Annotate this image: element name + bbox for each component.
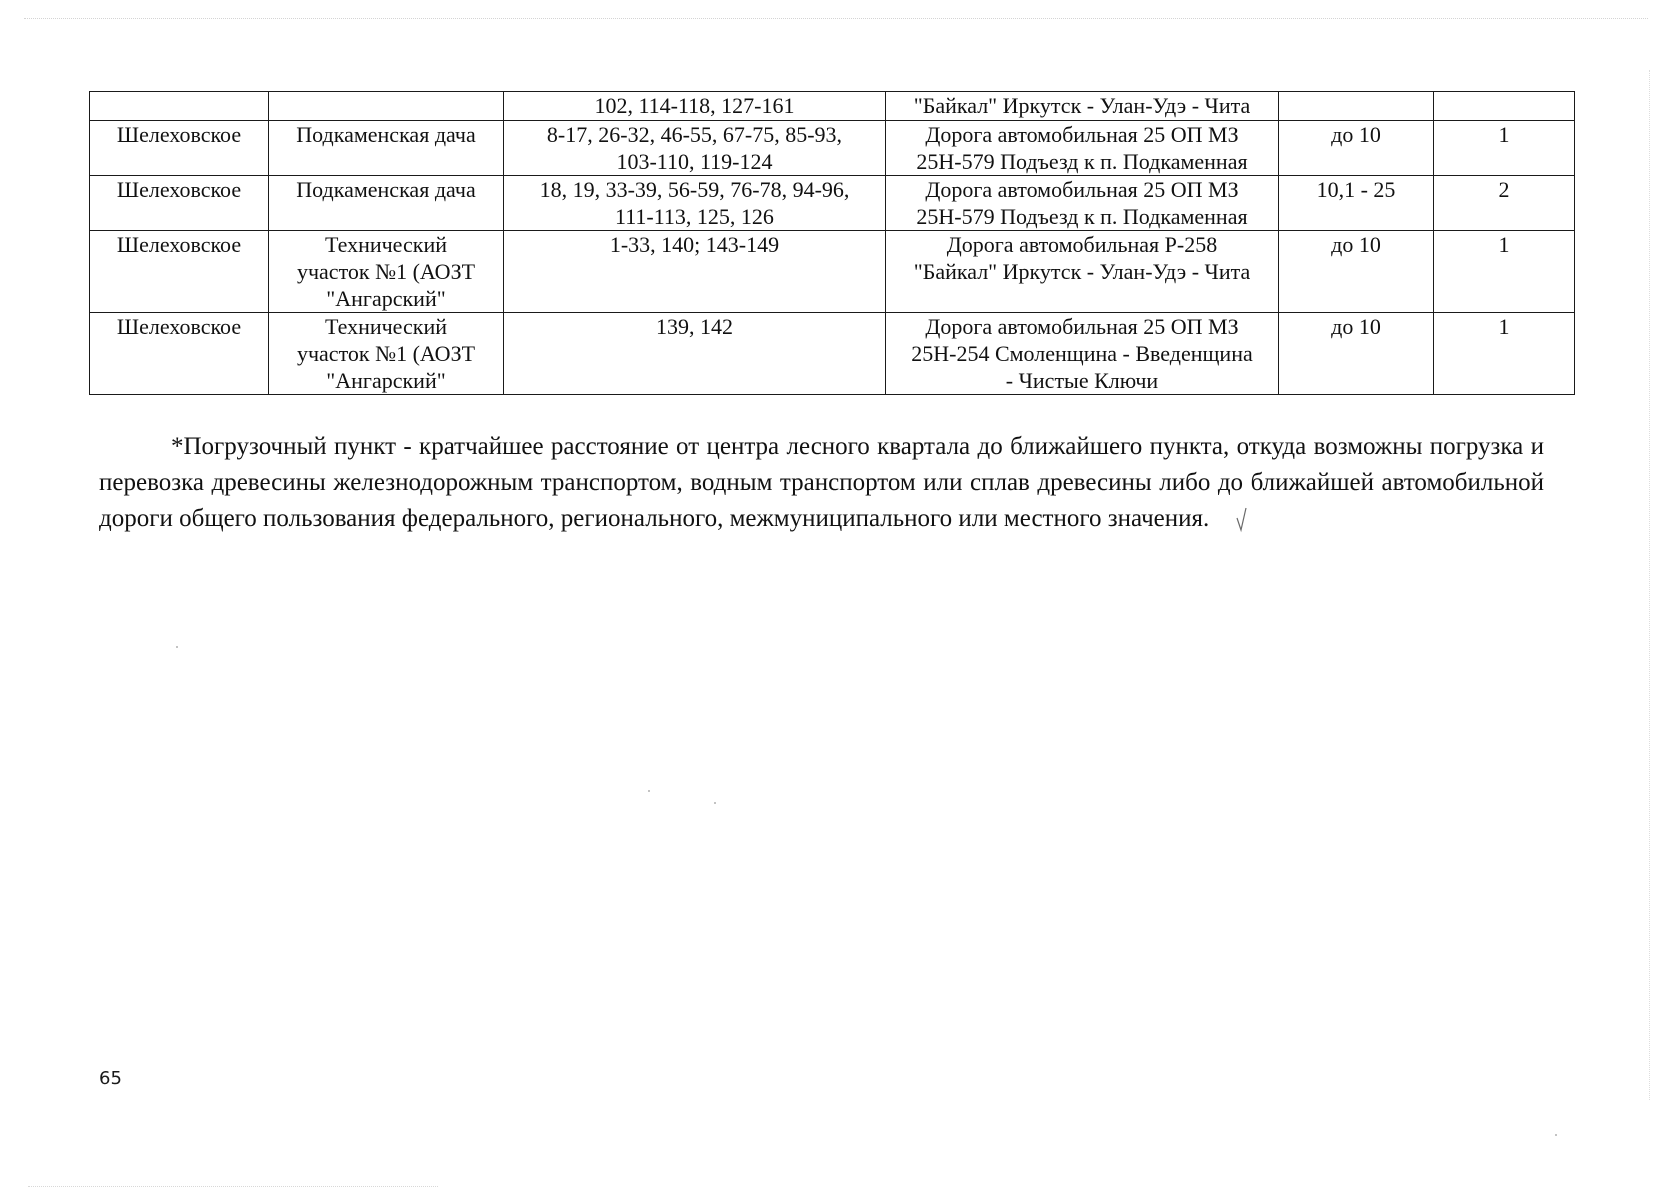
cell-forestry: Шелеховское bbox=[90, 313, 269, 395]
cell-quarters: 102, 114-118, 127-161 bbox=[504, 92, 886, 121]
cell-distance bbox=[1279, 92, 1434, 121]
cell-distance: до 10 bbox=[1279, 313, 1434, 395]
table-row bbox=[90, 121, 1575, 176]
cell-district: Подкаменская дача bbox=[269, 176, 504, 231]
footnote-text: *Погрузочный пункт - кратчайшее расстояние от центра лесного квартала до ближайшего пункта, откуда возможны погрузка и перевозка древесины железнодорожным транспортом, водным транспортом или сплав древесины либо до ближайшей автомобильной дороги общего пользования федерального, регионального, межмуниципального или местного значения. bbox=[99, 433, 1544, 532]
cell-class bbox=[1434, 92, 1575, 121]
table-row bbox=[90, 231, 1575, 313]
cell-forestry: Шелеховское bbox=[90, 176, 269, 231]
cell-quarters: 1-33, 140; 143-149 bbox=[504, 231, 886, 313]
table-row bbox=[90, 313, 1575, 395]
cell-distance: 10,1 - 25 bbox=[1279, 176, 1434, 231]
scan-speck bbox=[648, 790, 650, 792]
forest-quarters-table bbox=[89, 91, 1575, 395]
cell-road: Дорога автомобильная 25 ОП МЗ 25Н-579 Подъезд к п. Подкаменная bbox=[886, 176, 1279, 231]
page-edge-bottom bbox=[28, 1186, 438, 1187]
cell-district bbox=[269, 92, 504, 121]
cell-road: Дорога автомобильная 25 ОП МЗ 25Н-254 Смоленщина - Введенщина - Чистые Ключи bbox=[886, 313, 1279, 395]
table-row bbox=[90, 92, 1575, 121]
handwritten-check-icon bbox=[1235, 506, 1249, 534]
cell-road: Дорога автомобильная 25 ОП МЗ 25Н-579 Подъезд к п. Подкаменная bbox=[886, 121, 1279, 176]
cell-forestry bbox=[90, 92, 269, 121]
cell-class: 1 bbox=[1434, 313, 1575, 395]
cell-district: Подкаменская дача bbox=[269, 121, 504, 176]
cell-class: 1 bbox=[1434, 231, 1575, 313]
scan-speck bbox=[176, 646, 178, 648]
cell-class: 1 bbox=[1434, 121, 1575, 176]
page-edge-top bbox=[24, 18, 1648, 19]
cell-distance: до 10 bbox=[1279, 121, 1434, 176]
table-row bbox=[90, 176, 1575, 231]
cell-forestry: Шелеховское bbox=[90, 121, 269, 176]
cell-district: Технический участок №1 (АОЗТ "Ангарский" bbox=[269, 231, 504, 313]
cell-district: Технический участок №1 (АОЗТ "Ангарский" bbox=[269, 313, 504, 395]
page-edge-right bbox=[1649, 70, 1654, 1100]
cell-road: Дорога автомобильная Р-258 "Байкал" Иркутск - Улан-Удэ - Чита bbox=[886, 231, 1279, 313]
cell-quarters: 18, 19, 33-39, 56-59, 76-78, 94-96, 111-113, 125, 126 bbox=[504, 176, 886, 231]
scan-speck bbox=[714, 802, 716, 804]
cell-road: "Байкал" Иркутск - Улан-Удэ - Чита bbox=[886, 92, 1279, 121]
cell-quarters: 8-17, 26-32, 46-55, 67-75, 85-93, 103-110, 119-124 bbox=[504, 121, 886, 176]
page-number: 65 bbox=[99, 1068, 122, 1089]
cell-class: 2 bbox=[1434, 176, 1575, 231]
cell-distance: до 10 bbox=[1279, 231, 1434, 313]
footnote-paragraph bbox=[99, 429, 1544, 537]
cell-forestry: Шелеховское bbox=[90, 231, 269, 313]
cell-quarters: 139, 142 bbox=[504, 313, 886, 395]
scan-speck bbox=[1555, 1134, 1557, 1136]
